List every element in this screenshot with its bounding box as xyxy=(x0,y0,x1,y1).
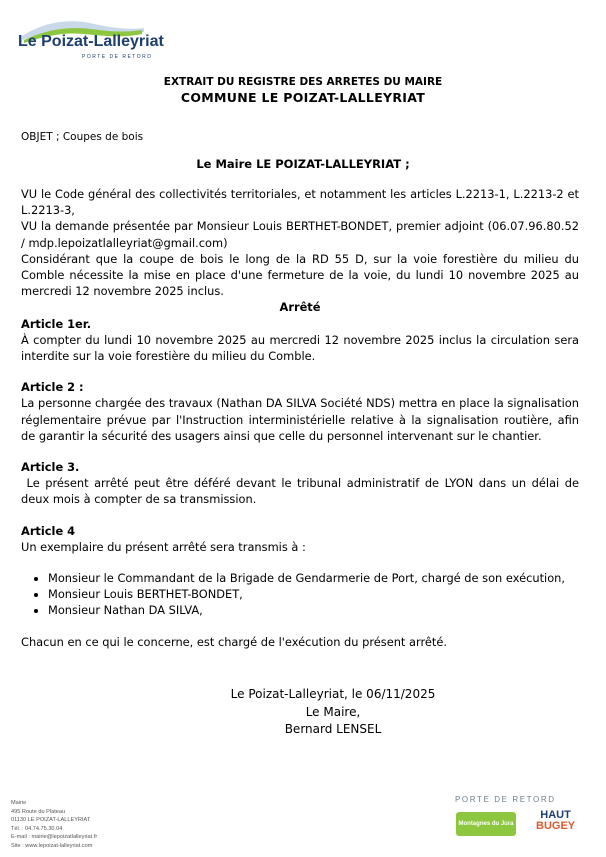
article-text: Le présent arrêté peut être déféré devant le tribunal administratif de LYON dans un délai de deux mois à compter de sa transmission. xyxy=(21,476,583,507)
address-line: E-mail : mairie@lepoizatlalleyriat.fr xyxy=(11,834,98,841)
considerant-paragraph: VU la demande présentée par Monsieur Louis BERTHET-BONDET, premier adjoint (06.07.96.80.52 / mdp.lepoizatlalleyriat@gmail.com) xyxy=(21,219,579,250)
address-line: 01130 LE POIZAT-LALLEYRIAT xyxy=(11,817,91,824)
partner-logo-line: BUGEY xyxy=(536,820,576,832)
partner-logo xyxy=(536,810,575,832)
place-date: Le Poizat-Lalleyriat, le 06/11/2025 xyxy=(230,687,436,701)
signature-block xyxy=(228,686,438,739)
address-line: Tél. : 04.74.75.30.04 xyxy=(11,825,63,832)
document-body xyxy=(21,186,583,650)
logo-tagline: PORTE DE RETORD xyxy=(82,54,153,60)
logo-name: Le Poizat-Lalleyriat xyxy=(18,33,164,50)
address-line: Site : www.lepoizat-lalleyriat.com xyxy=(11,842,93,849)
article-text: La personne chargée des travaux (Nathan DA SILVA Société NDS) mettra en place la signalisation réglementaire prévue par l'Instruction interministérielle relative à la signalisation routière, afin de garantir la sécurité des usagers ainsi que celle du personnel intervenant sur le chantier. xyxy=(21,396,579,443)
commune-heading: COMMUNE LE POIZAT-LALLEYRIAT xyxy=(180,90,426,105)
article-title: Article 1er. xyxy=(21,316,92,331)
list-item: • Monsieur le Commandant de la Brigade de Gendarmerie de Port, chargé de son exécution, xyxy=(48,570,579,586)
footer-address xyxy=(11,799,97,851)
article-text: Un exemplaire du présent arrêté sera transmis à : xyxy=(21,539,306,554)
recipient-list xyxy=(21,570,579,619)
partner-logo-line: HAUT xyxy=(540,809,571,821)
registry-heading: EXTRAIT DU REGISTRE DES ARRETES DU MAIRE xyxy=(163,76,443,88)
arrete-title: Arrêté xyxy=(279,300,321,315)
list-item: • Monsieur Nathan DA SILVA, xyxy=(48,602,579,618)
partner-badge: Montagnes du Jura xyxy=(456,812,516,836)
article-title: Article 3. xyxy=(21,460,80,475)
signatory-role: Le Maire, xyxy=(305,704,361,719)
article-title: Article 4 xyxy=(21,523,76,538)
signatory-name: Bernard LENSEL xyxy=(284,722,382,736)
considerant-paragraph: VU le Code général des collectivités territoriales, et notamment les articles L.2213-1, L.2213-2 et L.2213-3, xyxy=(21,187,579,218)
address-line: 495 Route du Plateau xyxy=(11,808,66,815)
mayor-title: Le Maire LE POIZAT-LALLEYRIAT ; xyxy=(196,157,410,171)
partner-label: PORTE DE RETORD xyxy=(455,795,556,804)
considerant-paragraph: Considérant que la coupe de bois le long de la RD 55 D, sur la voie forestière du milieu du Comble nécessite la mise en place d'une fermeture de la voie, du lundi 10 novembre 2025 au mercredi 12 novembre 2025 inclus. xyxy=(21,251,579,299)
closing-text: Chacun en ce qui le concerne, est chargé de l'exécution du présent arrêté. xyxy=(21,634,448,649)
subject-line: OBJET ; Coupes de bois xyxy=(21,131,144,143)
address-line: Mairie xyxy=(11,800,27,806)
article-title: Article 2 : xyxy=(21,380,84,395)
article-text: À compter du lundi 10 novembre 2025 au mercredi 12 novembre 2025 inclus la circulation sera interdite sur la voie forestière du milieu du Comble. xyxy=(21,332,579,364)
list-item: • Monsieur Louis BERTHET-BONDET, xyxy=(48,586,579,602)
